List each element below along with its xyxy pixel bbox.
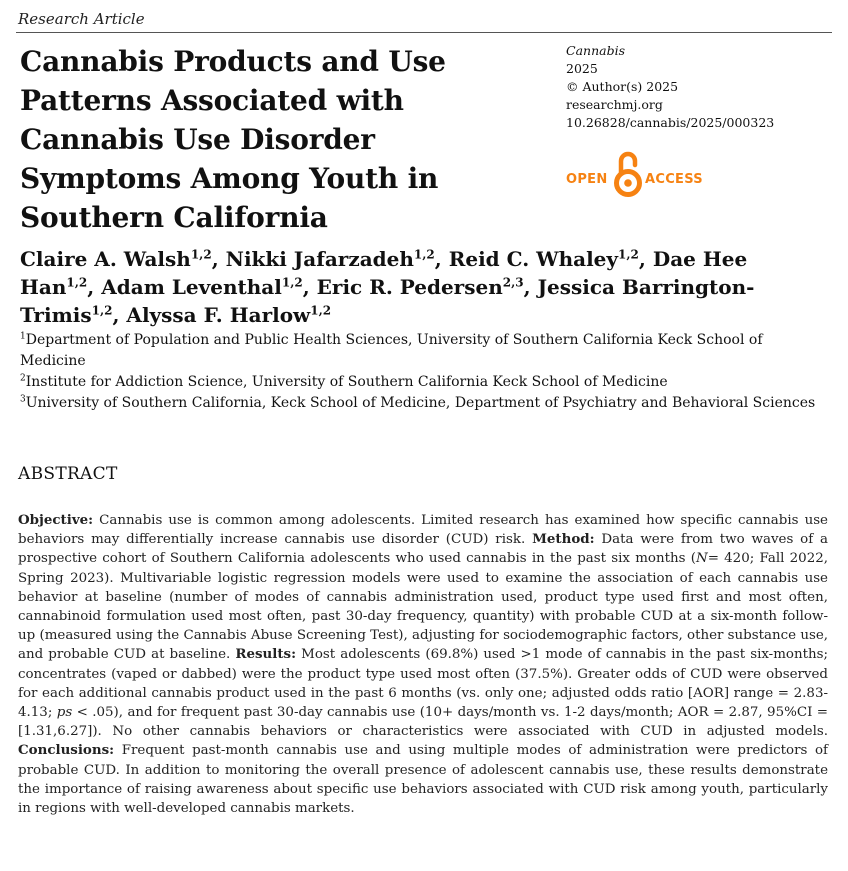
journal-name: Cannabis [566, 43, 625, 58]
article-title: Cannabis Products and Use Patterns Associated with Cannabis Use Disorder Symptoms Among Youth in Southern California [20, 45, 446, 234]
doi[interactable]: 10.26828/cannabis/2025/000323 [566, 115, 775, 130]
method-label: Method: [532, 531, 595, 548]
author-name: Adam Leventhal [101, 275, 282, 299]
author-affiliation-marker: 1,2 [190, 247, 212, 262]
publication-year: 2025 [566, 61, 598, 76]
method-text-part2: = 420; Fall 2022, Spring 2023). Multivariable logistic regression models were used to examine the association of each cannabis use behavior at baseline (number of modes of cannabis administration used, product type used first and most often, cannabinoid formulation used most often, past 30-day frequency, quantity) with probable CUD at a six-month follow-up (measured using the Cannabis Abuse Screening Test), adjusting for sociodemographic factors, other substance use, and probable CUD at baseline. [18, 551, 828, 663]
affiliation-text: Institute for Addiction Science, University of Southern California Keck School of Medicine [25, 374, 668, 390]
author-separator: , [87, 275, 102, 299]
affiliation [20, 330, 820, 372]
affiliation-text: Department of Population and Public Health Sciences, University of Southern California Keck School of Medicine [20, 332, 763, 369]
open-access-word-access: ACCESS [645, 172, 703, 187]
results-text-part1: Most adolescents (69.8%) used >1 mode of cannabis in the past six-months; concentrates (vaped or dabbed) were the product type used most often (37.5%). Greater odds of CUD were observed for each additional cannabis product used in the past 6 months (vs. only one; adjusted odds ratio [AOR] range = 2.83-4.13; [18, 647, 828, 721]
author-affiliation-marker: 1,2 [66, 275, 88, 290]
author[interactable] [449, 247, 639, 271]
author-name: Jessica Barrington-Trimis [20, 275, 755, 327]
author-name: Alyssa F. Harlow [126, 303, 311, 327]
author[interactable] [101, 275, 303, 299]
affiliation-text: University of Southern California, Keck School of Medicine, Department of Psychiatry and Behavioral Sciences [25, 395, 816, 411]
results-label: Results: [235, 646, 297, 663]
author-affiliation-marker: 1,2 [281, 275, 303, 290]
author-affiliation-marker: 1,2 [618, 247, 639, 262]
affiliation [20, 393, 820, 414]
copyright-notice: © Author(s) 2025 [566, 79, 679, 94]
objective-text: Cannabis use is common among adolescents. Limited research has examined how specific cannabis use behaviors may differentially increase cannabis use disorder (CUD) risk. [18, 513, 828, 548]
author-name: Nikki Jafarzadeh [225, 247, 414, 271]
method-text-part1: Data were from two waves of a prospective cohort of Southern California adolescents who used cannabis in the past six months ( [18, 532, 828, 567]
open-access-badge [566, 150, 706, 200]
author[interactable] [226, 247, 435, 271]
journal-website[interactable]: researchmj.org [566, 97, 663, 112]
header-divider [16, 32, 832, 33]
affiliation-number: 2 [20, 373, 26, 384]
author[interactable] [126, 303, 331, 327]
author-affiliation-marker: 2,3 [502, 275, 524, 290]
author-separator: , [638, 247, 653, 271]
p-values-symbol: ps [56, 705, 73, 721]
affiliation-list [20, 330, 820, 414]
conclusions-text: Frequent past-month cannabis use and using multiple modes of administration were predictors of probable CUD. In addition to monitoring the overall presence of adolescent cannabis use, these results demonstrate the importance of raising awareness about specific use behaviors associated with CUD risk among youth, particularly in regions with well-developed cannabis markets. [18, 743, 828, 817]
objective-label: Objective: [18, 512, 94, 528]
abstract-body [18, 511, 828, 818]
affiliation [20, 372, 820, 393]
journal-meta [566, 42, 774, 132]
author-separator: , [302, 275, 317, 299]
author-list [20, 245, 825, 329]
affiliation-number: 1 [20, 331, 26, 342]
author-affiliation-marker: 1,2 [91, 303, 113, 318]
affiliation-number: 3 [20, 394, 26, 405]
author-affiliation-marker: 1,2 [413, 247, 435, 262]
author[interactable] [317, 275, 524, 299]
open-access-lock-icon [612, 150, 644, 198]
open-access-word-open: OPEN [566, 172, 608, 187]
author-name: Claire A. Walsh [20, 247, 191, 271]
author-name: Dae Hee Han [20, 247, 748, 299]
author[interactable] [20, 247, 212, 271]
author-name: Reid C. Whaley [448, 247, 619, 271]
sample-size-symbol: N [695, 551, 708, 567]
author-separator: , [112, 303, 127, 327]
results-text-part2: < .05), and for frequent past 30-day cannabis use (10+ days/month vs. 1-2 days/month; AOR = 2.87, 95%CI = [1.31,6.27]). No other cannabis behaviors or characteristics were associated with CUD in adjusted models. [18, 705, 828, 740]
conclusions-label: Conclusions: [18, 742, 115, 759]
author-separator: , [434, 247, 449, 271]
author-separator: , [523, 275, 538, 299]
author-affiliation-marker: 1,2 [310, 303, 332, 318]
article-type-label: Research Article [18, 10, 145, 28]
author-name: Eric R. Pedersen [316, 275, 503, 299]
author-separator: , [211, 247, 226, 271]
abstract-heading: ABSTRACT [18, 464, 118, 484]
